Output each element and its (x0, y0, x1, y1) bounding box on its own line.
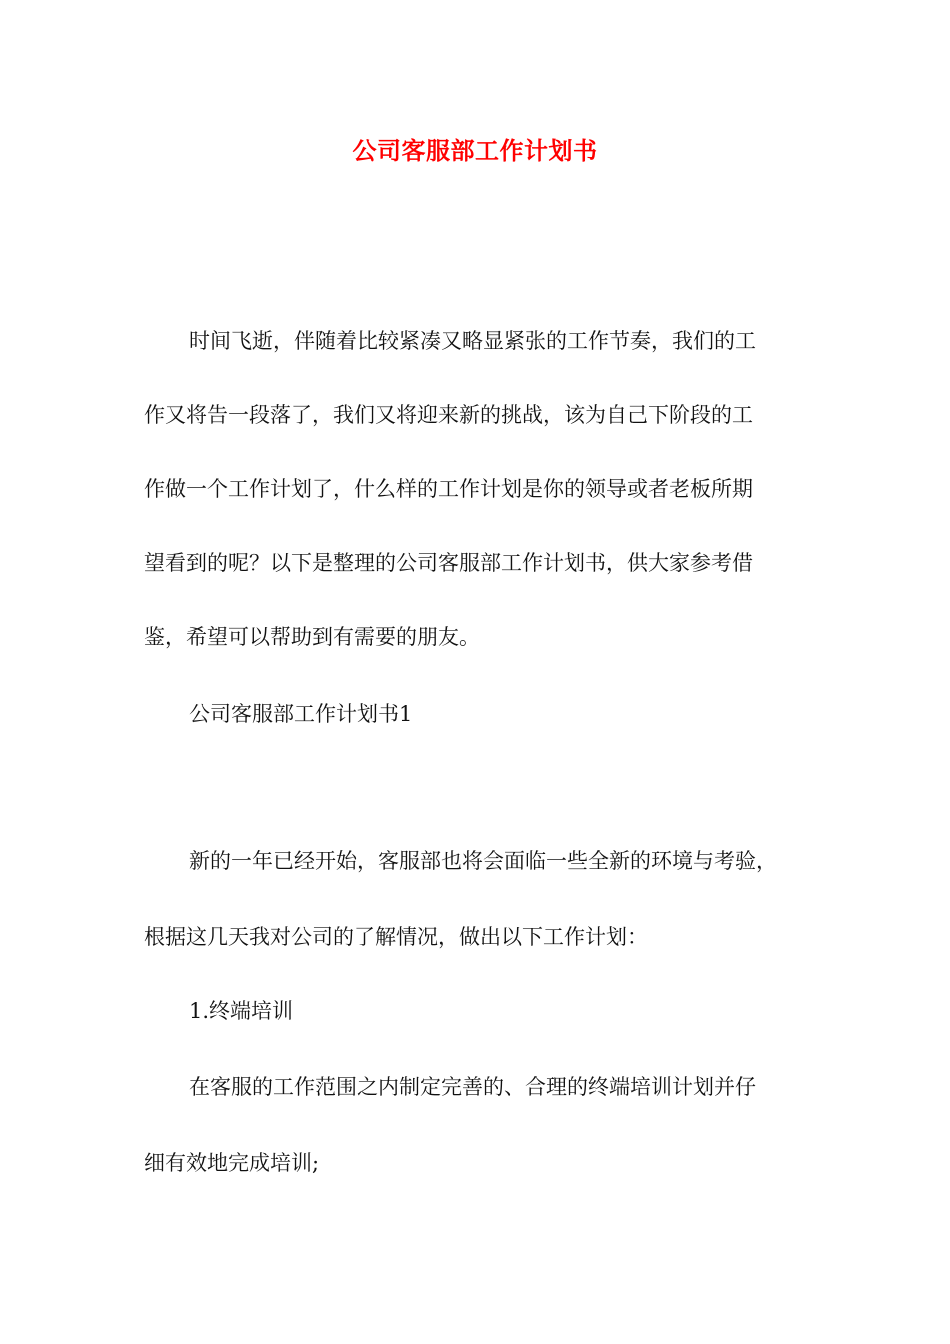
section-paragraph-line: 新的一年已经开始，客服部也将会面临一些全新的环境与考验， (189, 849, 777, 873)
intro-paragraph-line: 作又将告一段落了，我们又将迎来新的挑战，该为自己下阶段的工 (144, 403, 753, 427)
section-paragraph-line: 根据这几天我对公司的了解情况，做出以下工作计划： (144, 925, 648, 949)
document-title: 公司客服部工作计划书 (352, 136, 598, 165)
item-heading: 1.终端培训 (189, 999, 294, 1023)
item-paragraph-line: 细有效地完成培训; (144, 1151, 320, 1175)
intro-paragraph-line: 望看到的呢？以下是整理的公司客服部工作计划书，供大家参考借 (144, 551, 753, 575)
intro-paragraph-line: 作做一个工作计划了，什么样的工作计划是你的领导或者老板所期 (144, 477, 753, 501)
item-paragraph-line: 在客服的工作范围之内制定完善的、合理的终端培训计划并仔 (189, 1075, 756, 1099)
intro-paragraph-line: 鉴，希望可以帮助到有需要的朋友。 (144, 625, 480, 649)
intro-paragraph-line: 时间飞逝，伴随着比较紧凑又略显紧张的工作节奏，我们的工 (189, 329, 756, 353)
section-heading: 公司客服部工作计划书1 (189, 702, 413, 726)
